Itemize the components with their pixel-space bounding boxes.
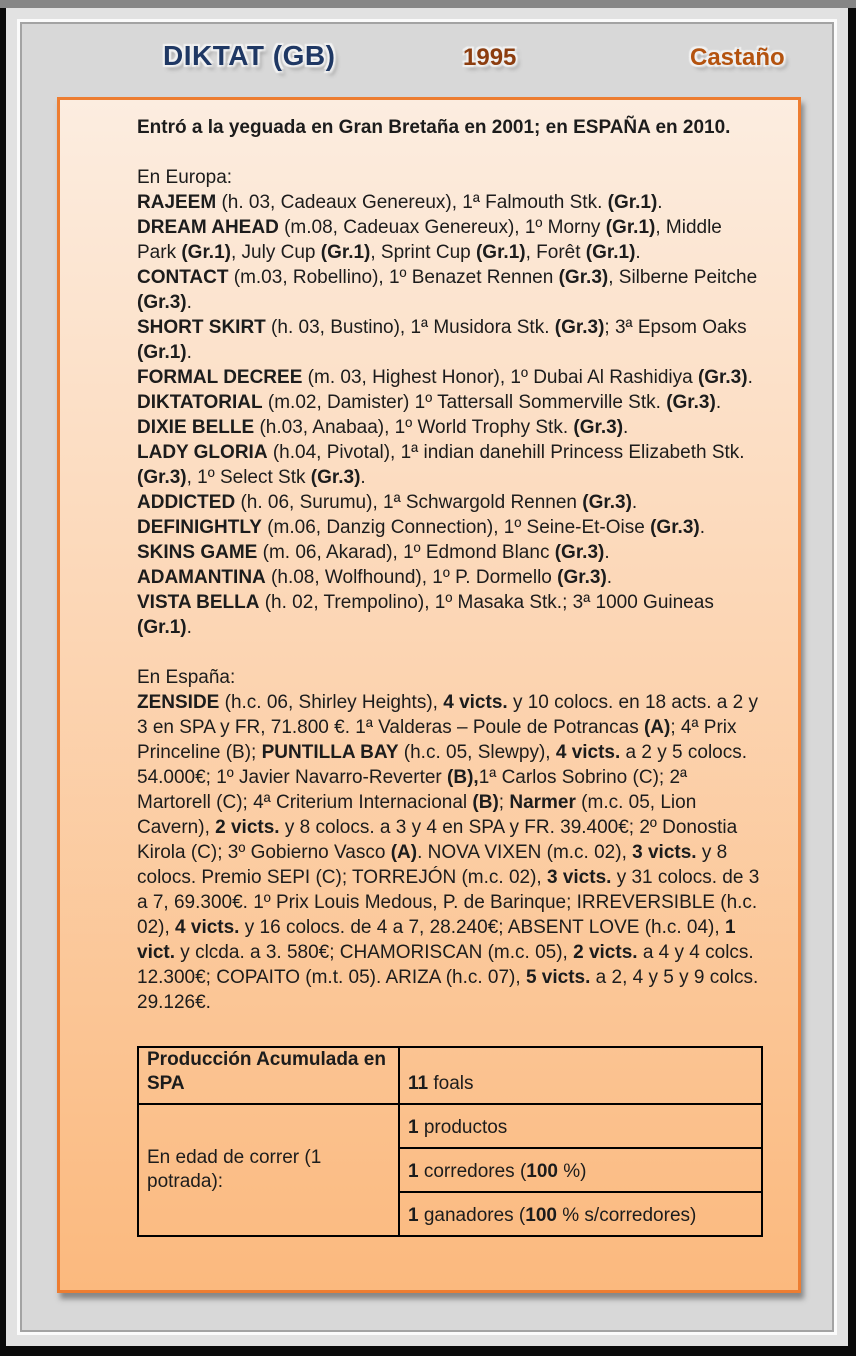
production-total-label: Producción Acumulada en SPA [138, 1047, 399, 1104]
horse-entry: DIKTATORIAL (m.02, Damister) 1º Tattersall Sommerville Stk. (Gr.3). [137, 392, 722, 413]
racing-age-label: En edad de correr (1 potrada): [138, 1104, 399, 1236]
horse-entry: LADY GLORIA (h.04, Pivotal), 1ª indian danehill Princess Elizabeth Stk. (Gr.3), 1º Select Stk (Gr.3). [137, 442, 745, 488]
europa-entries [137, 190, 765, 640]
horse-entry: VISTA BELLA (h. 02, Trempolino), 1º Masaka Stk.; 3ª 1000 Guineas (Gr.1). [137, 592, 714, 638]
birth-year-label: 1995 [463, 44, 517, 71]
stud-intro-line: Entró a la yeguada en Gran Bretaña en 2001; en ESPAÑA en 2010. [137, 117, 731, 138]
horse-entry: CONTACT (m.03, Robellino), 1º Benazet Rennen (Gr.3), Silberne Peitche (Gr.3). [137, 267, 758, 313]
horse-entry: SHORT SKIRT (h. 03, Bustino), 1ª Musidora Stk. (Gr.3); 3ª Epsom Oaks (Gr.1). [137, 317, 747, 363]
horse-entry: FORMAL DECREE (m. 03, Highest Honor), 1º Dubai Al Rashidiya (Gr.3). [137, 367, 753, 388]
corredores-cell: 1 corredores (100 %) [399, 1148, 762, 1192]
horse-entry: DIXIE BELLE (h.03, Anabaa), 1º World Trophy Stk. (Gr.3). [137, 417, 629, 438]
foals-count-cell: 11 foals [399, 1047, 762, 1104]
espana-paragraph: ZENSIDE (h.c. 06, Shirley Heights), 4 victs. y 10 colocs. en 18 acts. a 2 y 3 en SPA y FR, 71.800 €. 1ª Valderas – Poule de Potrancas (A); 4ª Prix Princeline (B); PUNTILLA BAY (h.c. 05, Slewpy), 4 victs. a 2 y 5 colocs. 54.000€; 1º Javier Navarro-Reverter (B),1ª Carlos Sobrino (C); 2ª Martorell (C); 4ª Criterium Internacional (B); Narmer (m.c. 05, Lion Cavern), 2 victs. y 8 colocs. a 3 y 4 en SPA y FR. 39.400€; 2º Donostia Kirola (C); 3º Gobierno Vasco (A). NOVA VIXEN (m.c. 02), 3 victs. y 8 colocs. Premio SEPI (C); TORREJÓN (m.c. 02), 3 victs. y 31 colocs. de 3 a 7, 69.300€. 1º Prix Louis Medous, P. de Barinque; IRREVERSIBLE (h.c. 02), 4 victs. y 16 colocs. de 4 a 7, 28.240€; ABSENT LOVE (h.c. 04), 1 vict. y clcda. a 3. 580€; CHAMORISCAN (m.c. 05), 2 victs. a 4 y 4 colcs. 12.300€; COPAITO (m.t. 05). ARIZA (h.c. 07), 5 victs. a 2, 4 y 5 y 9 colcs. 29.126€. [137, 692, 760, 1013]
horse-entry: ADDICTED (h. 06, Surumu), 1ª Schwargold Rennen (Gr.3). [137, 492, 638, 513]
horse-entry: DEFINIGHTLY (m.06, Danzig Connection), 1º Seine-Et-Oise (Gr.3). [137, 517, 705, 538]
horse-entry: RAJEEM (h. 03, Cadeaux Genereux), 1ª Falmouth Stk. (Gr.1). [137, 192, 663, 213]
horse-entry: SKINS GAME (m. 06, Akarad), 1º Edmond Blanc (Gr.3). [137, 542, 610, 563]
table-row [138, 1104, 762, 1148]
horse-entry: ADAMANTINA (h.08, Wolfhound), 1º P. Dormello (Gr.3). [137, 567, 613, 588]
production-table [137, 1046, 763, 1237]
table-row [138, 1047, 762, 1104]
ganadores-cell: 1 ganadores (100 % s/corredores) [399, 1192, 762, 1236]
horse-entry: DREAM AHEAD (m.08, Cadeuax Genereux), 1º Morny (Gr.1), Middle Park (Gr.1), July Cup (Gr.1), Sprint Cup (Gr.1), Forêt (Gr.1). [137, 217, 722, 263]
pedigree-content-box [57, 97, 801, 1293]
coat-color-label: Castaño [690, 44, 785, 71]
frame-top-edge [0, 0, 856, 8]
section-europa-label: En Europa: [137, 167, 233, 188]
horse-name-title: DIKTAT (GB) [163, 40, 336, 71]
productos-cell: 1 productos [399, 1104, 762, 1148]
section-espana-label: En España: [137, 667, 236, 688]
